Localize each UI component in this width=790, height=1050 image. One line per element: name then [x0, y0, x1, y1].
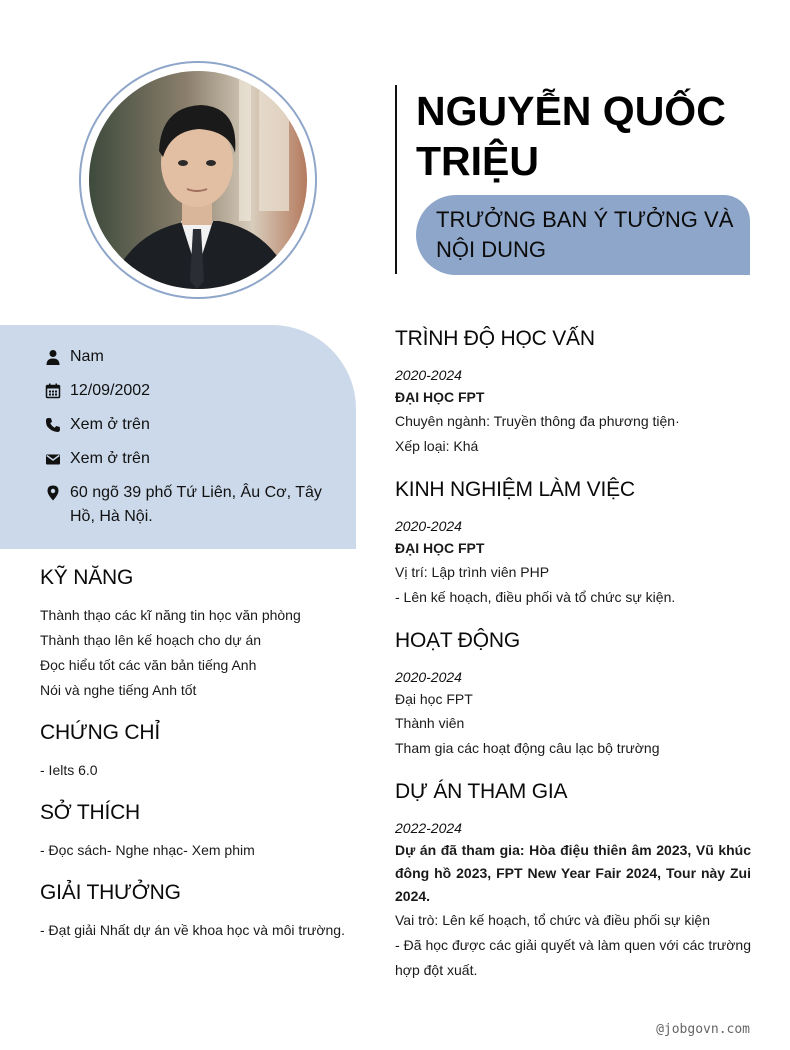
- activities-position: Thành viên: [395, 715, 465, 731]
- profile-photo: [89, 71, 307, 289]
- certificates-title: CHỨNG CHỈ: [40, 721, 160, 744]
- person-icon: [45, 349, 61, 365]
- certificate-item: - Ielts 6.0: [40, 762, 98, 778]
- award-item: - Đạt giải Nhất dự án về khoa học và môi trường.: [40, 922, 345, 938]
- experience-company: ĐẠI HỌC FPT: [395, 540, 485, 556]
- email-row: [45, 450, 150, 471]
- activities-org: Đại học FPT: [395, 691, 473, 707]
- mail-icon: [45, 451, 61, 467]
- projects-period: 2022-2024: [395, 820, 462, 836]
- experience-section: [395, 478, 751, 610]
- candidate-name: NGUYỄN QUỐC TRIỆU: [416, 88, 726, 184]
- experience-position: Vị trí: Lập trình viên PHP: [395, 564, 550, 580]
- footer-watermark: @jobgovn.com: [656, 1022, 750, 1037]
- gender-row: [45, 348, 104, 369]
- phone-icon: [45, 417, 61, 433]
- education-major: Chuyên ngành: Truyền thông đa phương tiện·: [395, 413, 680, 429]
- skill-item: Nói và nghe tiếng Anh tốt: [40, 682, 197, 698]
- skill-item: Đọc hiểu tốt các văn bản tiếng Anh: [40, 657, 257, 673]
- name-accent-bar: [395, 85, 397, 274]
- education-period: 2020-2024: [395, 367, 462, 383]
- skills-title: KỸ NĂNG: [40, 566, 134, 589]
- experience-title: KINH NGHIỆM LÀM VIỆC: [395, 478, 635, 501]
- skill-item: Thành thạo lên kế hoạch cho dự án: [40, 632, 262, 648]
- education-school: ĐẠI HỌC FPT: [395, 389, 485, 405]
- awards-section: [40, 881, 356, 943]
- skill-item: Thành thạo các kĩ năng tin học văn phòng: [40, 607, 301, 623]
- experience-period: 2020-2024: [395, 518, 462, 534]
- awards-title: GIẢI THƯỞNG: [40, 881, 181, 904]
- activities-description: Tham gia các hoạt động câu lạc bộ trường: [395, 740, 660, 756]
- projects-section: [395, 780, 751, 983]
- education-section: [395, 327, 751, 459]
- activities-title: HOẠT ĐỘNG: [395, 629, 520, 652]
- email-value: Xem ở trên: [70, 450, 150, 467]
- certificates-section: [40, 721, 356, 783]
- skills-section: [40, 566, 356, 703]
- hobbies-section: [40, 801, 356, 863]
- profile-photo-frame: [79, 61, 317, 299]
- phone-row: [45, 416, 150, 437]
- education-title: TRÌNH ĐỘ HỌC VẤN: [395, 327, 595, 350]
- address-row: [45, 484, 325, 529]
- projects-role: Vai trò: Lên kế hoạch, tổ chức và điều phối sự kiện: [395, 912, 710, 928]
- hobby-item: - Đọc sách- Nghe nhạc- Xem phim: [40, 842, 255, 858]
- role-badge: [416, 195, 750, 275]
- location-pin-icon: [45, 485, 61, 501]
- experience-description: - Lên kế hoạch, điều phối và tổ chức sự kiện.: [395, 589, 676, 605]
- phone-value: Xem ở trên: [70, 416, 150, 433]
- projects-title: DỰ ÁN THAM GIA: [395, 780, 568, 803]
- address-value: 60 ngõ 39 phố Tứ Liên, Âu Cơ, Tây Hồ, Hà Nội.: [70, 484, 322, 525]
- projects-learned: - Đã học được các giải quyết và làm quen với các trường hợp đột xuất.: [395, 937, 751, 978]
- hobbies-title: SỞ THÍCH: [40, 801, 141, 824]
- dob-row: [45, 382, 150, 403]
- activities-period: 2020-2024: [395, 669, 462, 685]
- activities-section: [395, 629, 751, 761]
- education-grade: Xếp loại: Khá: [395, 438, 479, 454]
- dob-value: 12/09/2002: [70, 382, 151, 399]
- role-title: TRƯỞNG BAN Ý TƯỞNG VÀ NỘI DUNG: [436, 207, 734, 262]
- calendar-icon: [45, 383, 61, 399]
- projects-summary: Dự án đã tham gia: Hòa điệu thiên âm 2023, Vũ khúc đông hồ 2023, FPT New Year Fair 2024, Tour này Zui 2024.: [395, 842, 751, 904]
- gender-value: Nam: [70, 348, 104, 365]
